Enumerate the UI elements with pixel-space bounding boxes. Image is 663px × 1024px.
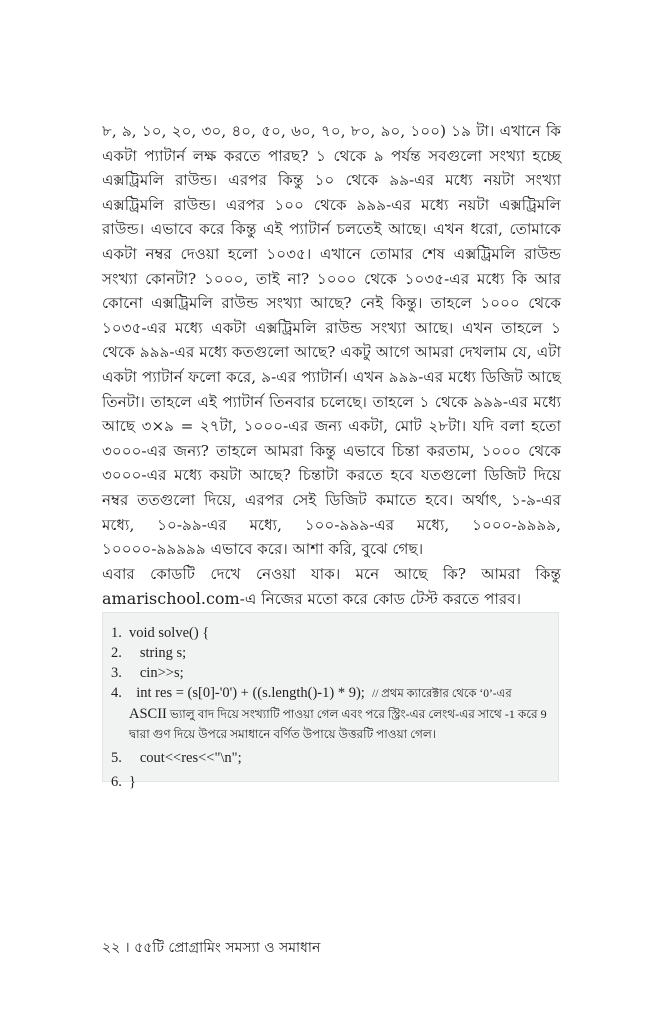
code-line-3 <box>111 663 550 683</box>
comment-text: ভ্যালু বাদ দিয়ে সংখ্যাটি পাওয়া গেল এবং পরে স্ট্রিং-এর লেংথ-এর সাথে -1 করে 9 দ্বারা গুণ দিয়ে উপরে সমাধানে বর্ণিত উপায়ে উত্তরটি পাওয়া গেল। <box>129 707 547 741</box>
body-paragraph: ৮, ৯, ১০, ২০, ৩০, ৪০, ৫০, ৬০, ৭০, ৮০, ৯০, ১০০) ১৯ টা। এখানে কি একটা প্যাটার্ন লক্ষ করতে পারছ? ১ থেকে ৯ পর্যন্ত সবগুলো সংখ্যা হচ্ছে এক্সট্রিমলি রাউন্ড। এরপর কিন্তু ১০ থেকে ৯৯-এর মধ্যে নয়টা সংখ্যা এক্সট্রিমলি রাউন্ড। এরপর ১০০ থেকে ৯৯৯-এর মধ্যে নয়টা এক্সট্রিমলি রাউন্ড। এভাবে করে কিন্তু এই প্যাটার্ন চলতেই আছে। এখন ধরো, তোমাকে একটা নম্বর দেওয়া হলো ১০৩৫। এখানে তোমার শেষ এক্সট্রিমলি রাউন্ড সংখ্যা কোনটা? ১০০০, তাই না? ১০০০ থেকে ১০৩৫-এর মধ্যে কি আর কোনো এক্সট্রিমলি রাউন্ড সংখ্যা আছে? নেই কিন্তু। তাহলে ১০০০ থেকে ১০৩৫-এর মধ্যে একটা এক্সট্রিমলি রাউন্ড সংখ্যা আছে। এখন তাহলে ১ থেকে ৯৯৯-এর মধ্যে কতগুলো আছে? একটু আগে আমরা দেখলাম যে, এটা একটা প্যাটার্ন ফলো করে, ৯-এর প্যাটার্ন। এখন ৯৯৯-এর মধ্যে ডিজিট আছে তিনটা। তাহলে এই প্যাটার্ন তিনবার চলেছে। তাহলে ১ থেকে ৯৯৯-এর মধ্যে আছে ৩×৯ = ২৭টা, ১০০০-এর জন্য একটা, মোট ২৮টা। যদি বলা হতো ৩০০০-এর জন্য? তাহলে আমরা কিন্তু এভাবে চিন্তা করতাম, ১০০০ থেকে ৩০০০-এর মধ্যে কয়টা আছে? চিন্তাটা করতে হবে যতগুলো ডিজিট দিয়ে নম্বর ততগুলো দিয়ে, এরপর সেই ডিজিট কমাতে হবে। অর্থাৎ, ১-৯-এর মধ্যে, ১০-৯৯-এর মধ্যে, ১০০-৯৯৯-এর মধ্যে, ১০০০-৯৯৯৯, ১০০০০-৯৯৯৯৯ এভাবে করে। আশা করি, বুঝে গেছ। <box>102 122 561 559</box>
footer-separator: । <box>120 940 135 956</box>
code-text <box>129 683 550 704</box>
intro-text-end: -এ নিজের মতো করে কোড টেস্ট করতে পারব। <box>239 589 522 608</box>
code-statement: int res = (s[0]-'0') + ((s.length()-1) * 9); <box>129 685 373 701</box>
code-block <box>102 612 559 790</box>
code-line-1 <box>111 623 550 643</box>
line-number: 4. <box>111 685 122 701</box>
book-title: ৫৫টি প্রোগ্রামিং সমস্যা ও সমাধান <box>134 940 321 956</box>
code-text: void solve() { <box>129 625 210 641</box>
page-number: ২২ <box>102 940 121 956</box>
code-line-2 <box>111 643 550 663</box>
line-number: 3. <box>111 665 122 681</box>
code-text: string s; <box>129 645 187 661</box>
page-footer <box>102 936 320 960</box>
code-comment-continuation <box>111 704 550 744</box>
code-line-5 <box>111 748 550 768</box>
website-link: amarischool.com <box>102 588 240 608</box>
code-line-4 <box>111 683 550 704</box>
code-text: } <box>129 774 136 790</box>
intro-text: এবার কোডটি দেখে নেওয়া যাক। মনে আছে কি? আমরা কিন্তু <box>102 565 561 583</box>
line-number: 5. <box>111 750 122 766</box>
code-text: cout<<res<<"\n"; <box>129 750 242 766</box>
code-line-6 <box>111 772 550 792</box>
ascii-word: ASCII <box>129 706 167 722</box>
code-intro-paragraph <box>102 562 561 611</box>
code-text: cin>>s; <box>129 665 184 681</box>
line-number: 1. <box>111 625 122 641</box>
line-number: 2. <box>111 645 122 661</box>
line-number: 6. <box>111 774 122 790</box>
code-comment: // প্রথম ক্যারেক্টার থেকে ‘0’-এর <box>372 688 512 700</box>
